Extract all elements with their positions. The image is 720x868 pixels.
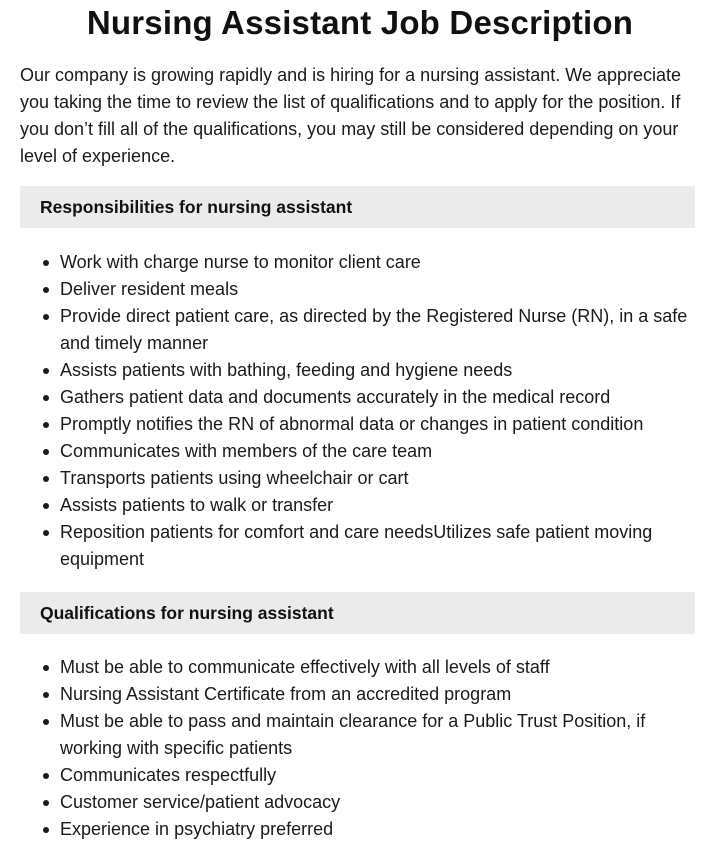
list-item: Must be able to communicate effectively with all levels of staff (60, 654, 690, 681)
list-item: Work with charge nurse to monitor client care (60, 249, 690, 276)
list-item: Nursing Assistant Certificate from an accredited program (60, 681, 690, 708)
list-item: Provide direct patient care, as directed by the Registered Nurse (RN), in a safe and timely manner (60, 303, 690, 357)
list-item: Communicates with members of the care team (60, 438, 690, 465)
list-item: Customer service/patient advocacy (60, 789, 690, 816)
responsibilities-header (20, 186, 695, 228)
qualifications-list (0, 654, 720, 843)
qualifications-heading: Qualifications for nursing assistant (40, 602, 334, 623)
list-item: Promptly notifies the RN of abnormal data or changes in patient condition (60, 411, 690, 438)
qualifications-header (20, 592, 695, 634)
list-item: Deliver resident meals (60, 276, 690, 303)
list-item: Gathers patient data and documents accurately in the medical record (60, 384, 690, 411)
list-item: Assists patients to walk or transfer (60, 492, 690, 519)
list-item: Experience in psychiatry preferred (60, 816, 690, 843)
page-title: Nursing Assistant Job Description (86, 4, 634, 41)
list-item: Assists patients with bathing, feeding and hygiene needs (60, 357, 690, 384)
responsibilities-list (0, 249, 720, 573)
list-item: Communicates respectfully (60, 762, 690, 789)
list-item: Transports patients using wheelchair or cart (60, 465, 690, 492)
list-item: Reposition patients for comfort and care needsUtilizes safe patient moving equipment (60, 519, 690, 573)
list-item: Must be able to pass and maintain clearance for a Public Trust Position, if working with specific patients (60, 708, 690, 762)
responsibilities-heading: Responsibilities for nursing assistant (40, 196, 353, 217)
intro-paragraph: Our company is growing rapidly and is hiring for a nursing assistant. We appreciate you taking the time to review the list of qualifications and to apply for the position. If you don’t fill all of the qualifications, you may still be considered depending on your level of experience. (20, 65, 681, 166)
